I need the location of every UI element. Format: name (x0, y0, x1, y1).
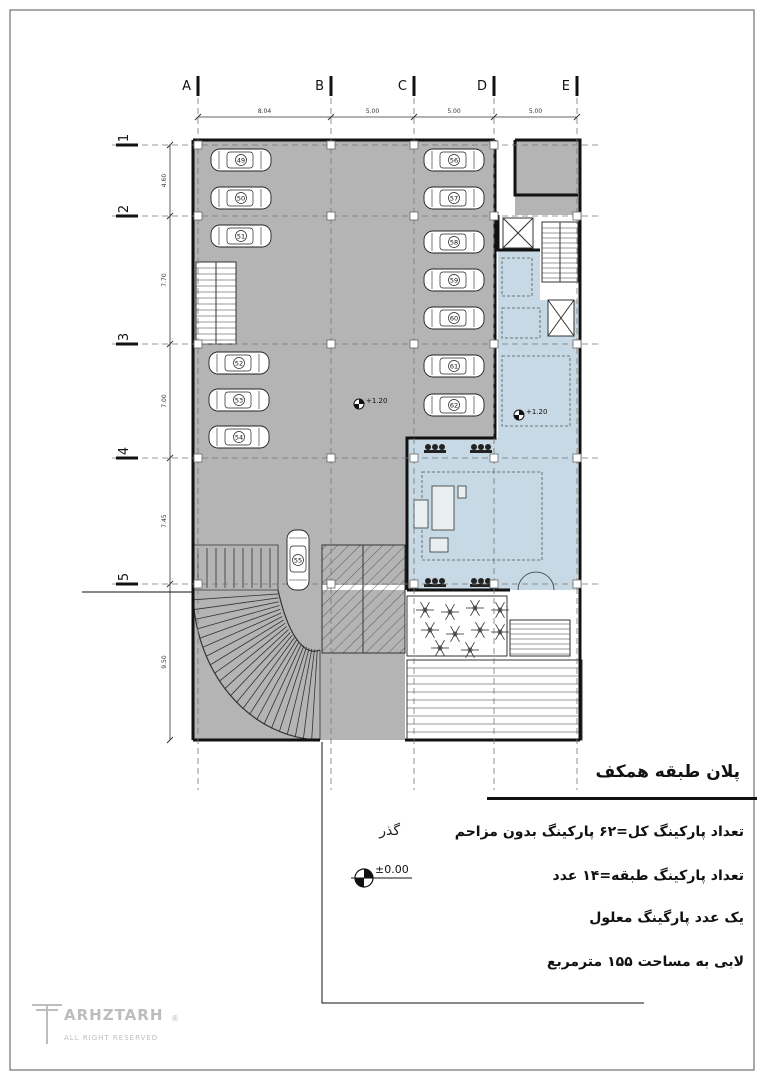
grid-col-label-C: C (397, 79, 407, 94)
col-dimension: 5.00 (365, 108, 380, 115)
shaft-area (515, 140, 580, 215)
column (573, 340, 581, 348)
parking-number: 58 (449, 238, 459, 247)
grid-row-label-1: 1 (117, 133, 132, 143)
column (410, 454, 418, 462)
column (410, 212, 418, 220)
title-underline (487, 797, 757, 800)
legend-note-total-parking: تعداد پارکینگ کل=۶۲ پارکینگ بدون مزاحم (454, 824, 744, 840)
column (194, 340, 202, 348)
parking-car (424, 394, 484, 416)
grid-row-label-3: 3 (117, 332, 132, 342)
parking-number: 59 (449, 276, 459, 285)
column (573, 454, 581, 462)
grid-col-label-D: D (476, 79, 487, 94)
column (194, 580, 202, 588)
column (327, 212, 335, 220)
parking-number: 49 (236, 156, 246, 165)
plan-title: پلان طبقه همکف (595, 762, 740, 782)
parking-number: 54 (234, 433, 244, 442)
parking-car (424, 149, 484, 171)
parking-car (287, 530, 309, 590)
row-dimension: 7.45 (161, 514, 168, 528)
parking-number: 57 (449, 194, 459, 203)
grid-col-label-A: A (182, 79, 191, 94)
column (410, 580, 418, 588)
grid-col-label-B: B (315, 79, 324, 94)
parking-number: 51 (236, 232, 246, 241)
parking-number: 60 (449, 314, 459, 323)
column (194, 454, 202, 462)
grid-row-label-2: 2 (117, 204, 132, 214)
column (490, 580, 498, 588)
parking-number: 56 (449, 156, 459, 165)
passage-label: گذر (379, 823, 400, 839)
column (573, 212, 581, 220)
column (490, 340, 498, 348)
logo-registered-mark: ® (171, 1014, 179, 1023)
column (194, 141, 202, 149)
column (327, 580, 335, 588)
column (327, 141, 335, 149)
elevator-1 (503, 218, 533, 248)
grid-row-label-4: 4 (117, 446, 132, 456)
parking-number: 62 (449, 401, 459, 410)
column (573, 580, 581, 588)
seat-group (424, 444, 446, 453)
logo-subtitle: ALL RIGHT RESERVED (64, 1034, 159, 1042)
row-dimension: 4.60 (161, 173, 168, 188)
column (194, 212, 202, 220)
column (410, 340, 418, 348)
legend-level-text: ±0.00 (375, 863, 409, 876)
parking-car (209, 426, 269, 448)
grid-col-label-E: E (561, 79, 570, 94)
column (490, 212, 498, 220)
legend-note-disabled-parking: یک عدد پارگینگ معلول (589, 910, 744, 926)
legend-note-lobby-area: لابی به مساحت ۱۵۵ مترمربع (546, 954, 744, 970)
parking-number: 55 (293, 556, 303, 565)
parking-car (209, 352, 269, 374)
level-text-parking: +1.20 (366, 397, 388, 405)
parking-car (211, 225, 271, 247)
parking-car (424, 355, 484, 377)
parking-car (424, 187, 484, 209)
parking-car (424, 307, 484, 329)
entrance-stair (510, 620, 570, 656)
seat-group (424, 578, 446, 587)
column (327, 454, 335, 462)
elevator-2 (548, 300, 574, 336)
parking-car (211, 187, 271, 209)
parking-car (209, 389, 269, 411)
parking-number: 61 (449, 362, 459, 371)
column (490, 454, 498, 462)
column (327, 340, 335, 348)
logo-text: ARHZTARH (64, 1006, 164, 1024)
parking-car (424, 269, 484, 291)
level-text-lobby: +1.20 (526, 408, 548, 416)
grid-row-label-5: 5 (117, 572, 132, 582)
parking-number: 53 (234, 396, 244, 405)
col-dimension: 8.04 (257, 108, 272, 115)
col-dimension: 5.00 (528, 108, 543, 115)
seat-group (470, 444, 492, 453)
parking-car (424, 231, 484, 253)
seat-group (470, 578, 492, 587)
parking-number: 52 (234, 359, 244, 368)
row-dimension: 7.00 (161, 394, 168, 408)
row-dimension: 9.50 (161, 655, 168, 669)
logo-mark (32, 1005, 62, 1044)
column (490, 141, 498, 149)
column (410, 141, 418, 149)
legend-note-floor-parking: تعداد پارکینگ طبقه=۱۴ عدد (552, 868, 744, 884)
col-dimension: 5.00 (447, 108, 461, 115)
row-dimension: 7.70 (161, 273, 168, 287)
parking-number: 50 (236, 194, 246, 203)
parking-car (211, 149, 271, 171)
